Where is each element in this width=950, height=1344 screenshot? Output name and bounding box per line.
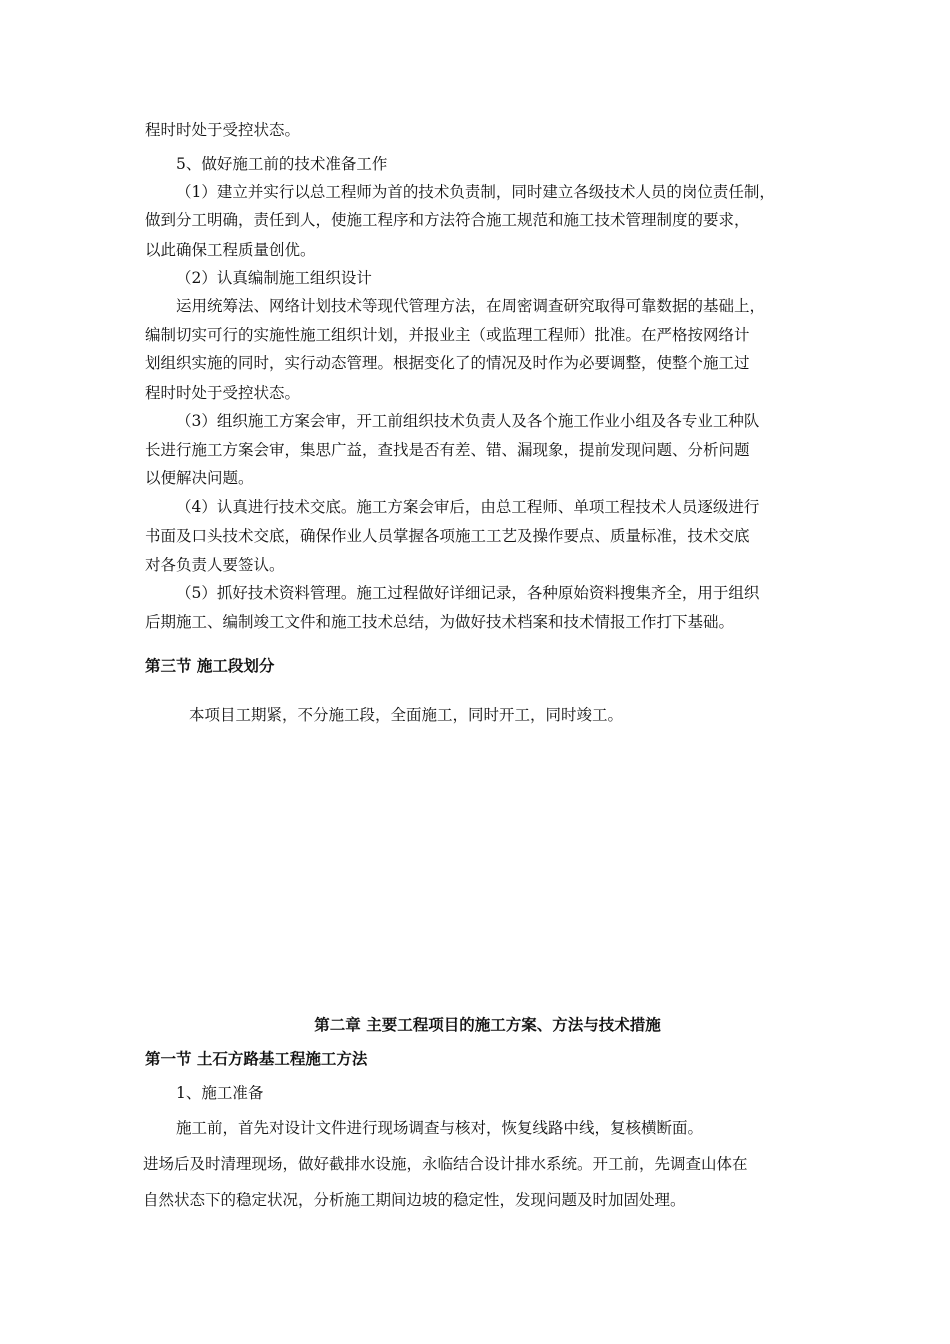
section-title: 第一节 土石方路基工程施工方法 xyxy=(145,1049,368,1068)
text-line: 程时时处于受控状态。 xyxy=(145,384,301,402)
text-line: 后期施工、编制竣工文件和施工技术总结，为做好技术档案和技术情报工作打下基础。 xyxy=(145,613,735,631)
chapter-title: 第二章 主要工程项目的施工方案、方法与技术措施 xyxy=(314,1015,661,1034)
text-line: 运用统筹法、网络计划技术等现代管理方法，在周密调查研究取得可靠数据的基础上， xyxy=(176,297,766,315)
text-line: 自然状态下的稳定状况，分析施工期间边坡的稳定性，发现问题及时加固处理。 xyxy=(143,1191,686,1209)
text-line: 做到分工明确，责任到人，使施工程序和方法符合施工规范和施工技术管理制度的要求， xyxy=(145,211,750,229)
text-line: 书面及口头技术交底，确保作业人员掌握各项施工工艺及操作要点、质量标准，技术交底 xyxy=(145,527,750,545)
item-heading: 1、施工准备 xyxy=(176,1084,264,1102)
text-line: 进场后及时清理现场，做好截排水设施，永临结合设计排水系统。开工前，先调查山体在 xyxy=(143,1155,748,1173)
text-line: 划组织实施的同时，实行动态管理。根据变化了的情况及时作为必要调整，使整个施工过 xyxy=(145,354,750,372)
text-line: 程时时处于受控状态。 xyxy=(145,121,301,139)
text-line: 编制切实可行的实施性施工组织计划，并报业主（或监理工程师）批准。在严格按网络计 xyxy=(145,326,750,344)
section-heading: 5、做好施工前的技术准备工作 xyxy=(176,155,388,173)
text-line: 以便解决问题。 xyxy=(145,469,254,487)
text-line: 对各负责人要签认。 xyxy=(145,556,285,574)
text-line: （3）组织施工方案会审，开工前组织技术负责人及各个施工作业小组及各专业工种队 xyxy=(176,412,760,430)
text-line: （4）认真进行技术交底。施工方案会审后，由总工程师、单项工程技术人员逐级进行 xyxy=(176,498,760,516)
section-title: 第三节 施工段划分 xyxy=(145,656,275,675)
text-line: （5）抓好技术资料管理。施工过程做好详细记录，各种原始资料搜集齐全，用于组织 xyxy=(176,584,760,602)
text-line: （1）建立并实行以总工程师为首的技术负责制，同时建立各级技术人员的岗位责任制， xyxy=(176,183,775,201)
text-line: 以此确保工程质量创优。 xyxy=(145,241,316,259)
item-heading: （2）认真编制施工组织设计 xyxy=(176,269,372,287)
text-line: 施工前，首先对设计文件进行现场调查与核对，恢复线路中线，复核横断面。 xyxy=(176,1119,704,1137)
text-line: 本项目工期紧，不分施工段，全面施工，同时开工，同时竣工。 xyxy=(189,706,624,724)
text-line: 长进行施工方案会审，集思广益，查找是否有差、错、漏现象，提前发现问题、分析问题 xyxy=(145,441,750,459)
